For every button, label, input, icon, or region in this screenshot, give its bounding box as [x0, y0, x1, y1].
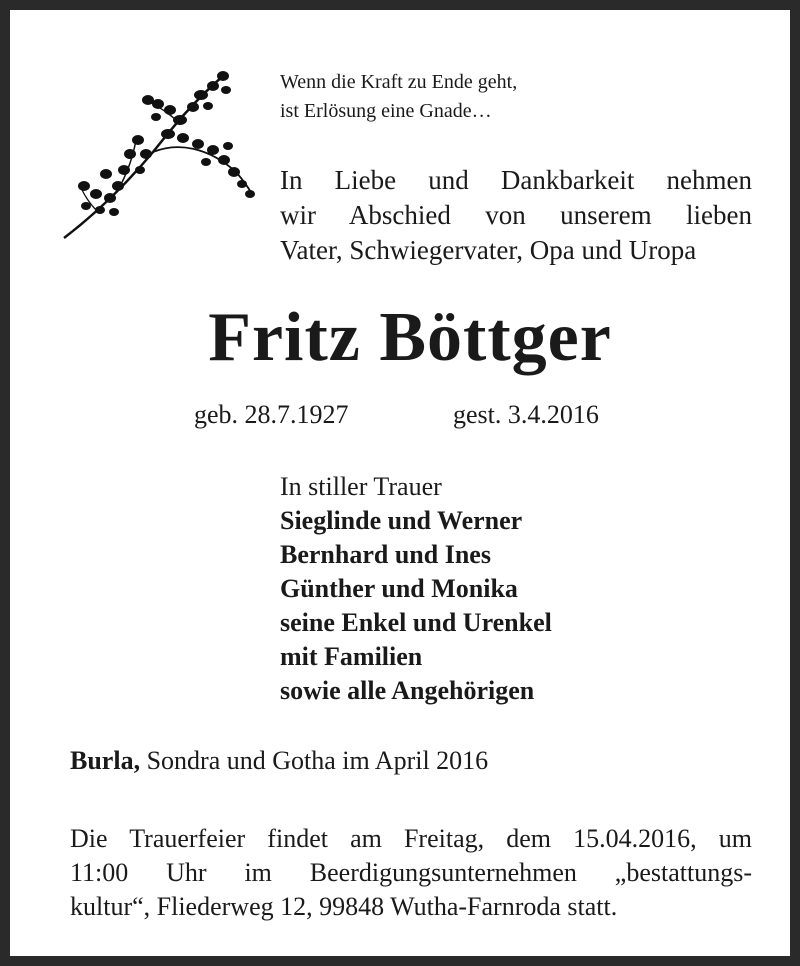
intro-line: In Liebe und Dankbarkeit nehmen [280, 165, 752, 195]
intro-text [280, 163, 752, 268]
quote-text [280, 68, 517, 126]
funeral-line: kultur“, Fliederweg 12, 99848 Wutha-Farnroda statt. [70, 892, 618, 921]
mourners-block [280, 470, 552, 708]
mourner-name: mit Familien [280, 642, 423, 671]
quote-line: Wenn die Kraft zu Ende geht, [280, 71, 518, 93]
mourner-name: Sieglinde und Werner [280, 506, 523, 535]
birth-date: geb. 28.7.1927 [194, 400, 349, 429]
funeral-line: 11:00 Uhr im Beerdigungsunternehmen „bestattungs- [70, 858, 752, 887]
mourner-name: Günther und Monika [280, 574, 518, 603]
intro-line: Vater, Schwiegervater, Opa und Uropa [280, 235, 697, 265]
mourner-name: Bernhard und Ines [280, 540, 491, 569]
deceased-name: Fritz Böttger [208, 299, 612, 376]
leaf-branch-icon [58, 62, 258, 247]
place-rest: Sondra und Gotha im April 2016 [140, 746, 489, 775]
place-bold: Burla, [70, 746, 141, 775]
mourners-heading: In stiller Trauer [280, 472, 442, 501]
funeral-line: Die Trauerfeier findet am Freitag, dem 15.04.2016, um [70, 824, 752, 853]
place-date-line [70, 746, 488, 776]
intro-line: wir Abschied von unserem lieben [280, 200, 752, 230]
funeral-notice [70, 822, 752, 924]
quote-line: ist Erlösung eine Gnade… [280, 100, 492, 122]
death-date: gest. 3.4.2016 [453, 400, 599, 429]
mourner-name: sowie alle Angehörigen [280, 676, 535, 705]
mourner-name: seine Enkel und Urenkel [280, 608, 552, 637]
